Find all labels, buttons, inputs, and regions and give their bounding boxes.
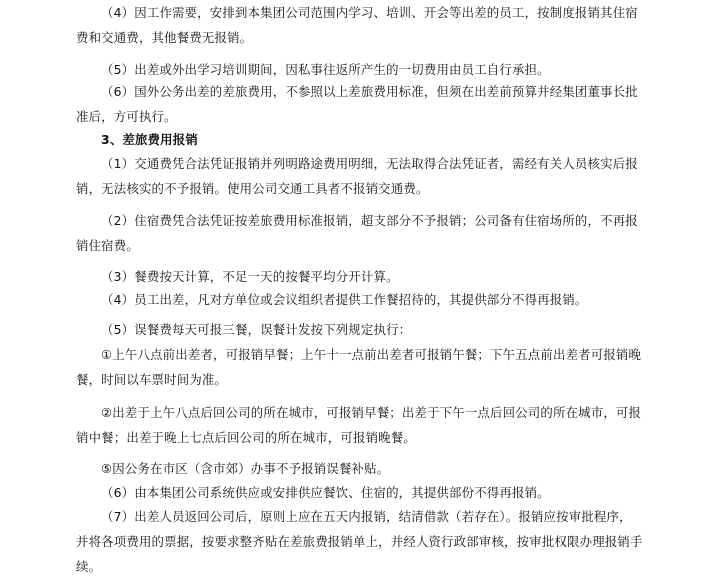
section-heading-reimbursement: 3、差旅费用报销 — [101, 132, 198, 147]
paragraph-item-5-private: （5）出差或外出学习培训期间，因私事往返所产生的一切费用由员工自行承担。 — [101, 62, 550, 77]
paragraph-rule-5-local: ⑤因公务在市区（含市郊）办事不予报销误餐补贴。 — [101, 461, 390, 476]
paragraph-item-4-meals: （4）因工作需要，安排到本集团公司范围内学习、培训、开会等出差的员工，按制度报销其住宿费和交通费，其他餐费无报销。 — [76, 5, 638, 45]
paragraph-item-2-lodging: （2）住宿费凭合法凭证按差旅费用标准报销，超支部分不予报销；公司备有住宿场所的，不再报销住宿费。 — [76, 213, 638, 253]
paragraph-item-3-meal-calc: （3）餐费按天计算，不足一天的按餐平均分开计算。 — [101, 269, 399, 284]
paragraph-item-5-missed-meals: （5）误餐费每天可报三餐，误餐计发按下列规定执行： — [101, 322, 412, 337]
paragraph-item-6-supplied: （6）由本集团公司系统供应或安排供应餐饮、住宿的，其提供部份不得再报销。 — [101, 485, 550, 500]
paragraph-rule-2-return: ②出差于上午八点后回公司的所在城市，可报销早餐；出差于下午一点后回公司的所在城市，可报销中餐；出差于晚上七点后回公司的所在城市，可报销晚餐。 — [76, 405, 642, 445]
paragraph-item-4-hosted-meals: （4）员工出差，凡对方单位或会议组织者提供工作餐招待的，其提供部分不得再报销。 — [101, 292, 588, 307]
paragraph-item-1-transport: （1）交通费凭合法凭证报销并列明路途费用明细，无法取得合法凭证者，需经有关人员核实后报销，无法核实的不予报销。使用公司交通工具者不报销交通费。 — [76, 156, 638, 196]
paragraph-item-6-overseas: （6）国外公务出差的差旅费用，不参照以上差旅费用标准，但须在出差前预算并经集团董事长批准后，方可执行。 — [76, 84, 638, 124]
paragraph-rule-1-departure: ①上午八点前出差者，可报销早餐；上午十一点前出差者可报销午餐；下午五点前出差者可报销晚餐，时间以车票时间为准。 — [76, 347, 642, 387]
paragraph-item-7-settlement: （7）出差人员返回公司后，原则上应在五天内报销，结清借款（若存在）。报销应按审批程序，并将各项费用的票据，按要求整齐贴在差旅费报销单上，并经人资行政部审核，按审批权限办理报销手续。 — [76, 509, 643, 574]
